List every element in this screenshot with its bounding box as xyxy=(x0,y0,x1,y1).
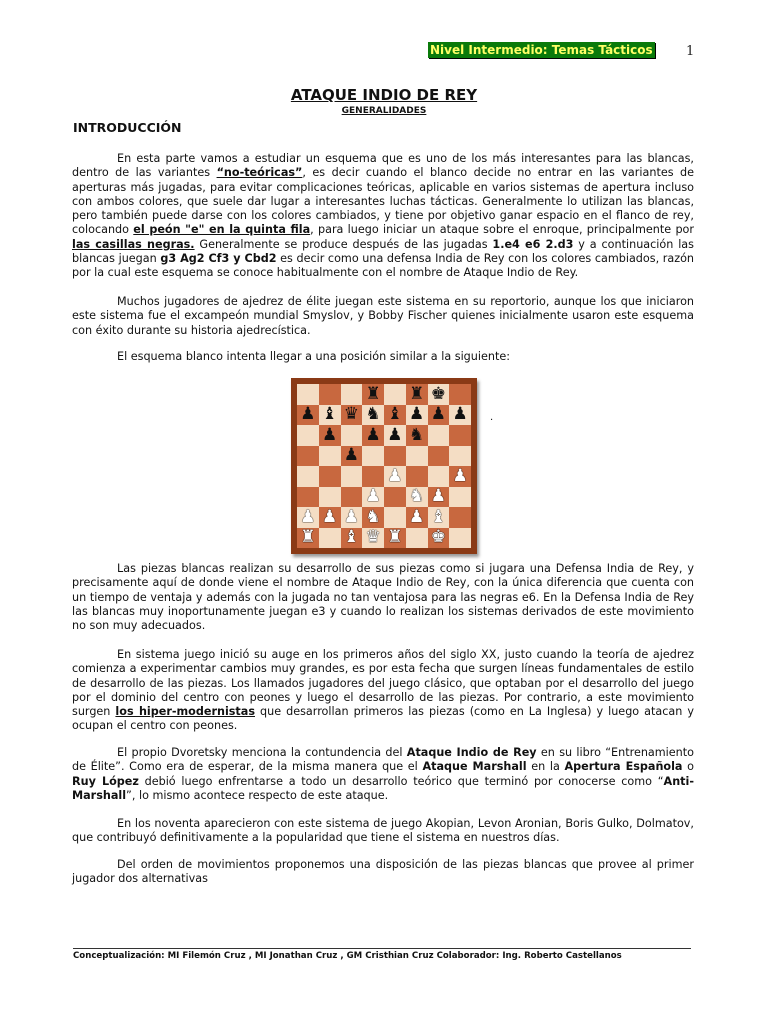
board-square xyxy=(384,487,406,508)
section-heading: INTRODUCCIÓN xyxy=(73,120,182,135)
board-square xyxy=(341,528,363,549)
board-square xyxy=(428,405,450,426)
board-square xyxy=(319,446,341,467)
board-square xyxy=(297,507,319,528)
white-piece-icon: ♟ xyxy=(300,506,316,527)
white-piece-icon: ♟ xyxy=(430,486,446,507)
board-square xyxy=(297,446,319,467)
board-square xyxy=(449,446,471,467)
board-square xyxy=(362,384,384,405)
page-subtitle: GENERALIDADES xyxy=(341,106,427,116)
board-square xyxy=(384,384,406,405)
board-square xyxy=(297,405,319,426)
board-square xyxy=(384,405,406,426)
board-square xyxy=(319,507,341,528)
black-piece-icon: ♟ xyxy=(452,404,468,425)
board-square xyxy=(384,507,406,528)
board-square xyxy=(406,528,428,549)
board-square xyxy=(428,487,450,508)
board-square xyxy=(406,425,428,446)
paragraph-8: Del orden de movimientos proponemos una disposición de las piezas blancas que provee al primer jugador dos alternativas xyxy=(72,858,694,886)
board-square xyxy=(384,466,406,487)
board-square xyxy=(341,425,363,446)
black-piece-icon: ♜ xyxy=(365,383,381,404)
board-square xyxy=(362,487,384,508)
board-square xyxy=(341,507,363,528)
board-square xyxy=(297,487,319,508)
board-square xyxy=(406,405,428,426)
black-piece-icon: ♞ xyxy=(365,404,381,425)
board-square xyxy=(341,446,363,467)
black-piece-icon: ♝ xyxy=(387,404,403,425)
black-piece-icon: ♟ xyxy=(322,424,338,445)
white-piece-icon: ♟ xyxy=(343,506,359,527)
paragraph-5: En sistema juego inició su auge en los primeros años del siglo XX, justo cuando la teoría de ajedrez comienza a experimentar cambios muy grandes, es por esta fecha que surgen líneas fundamentales de estilo de desarrollo de las piezas. Los llamados jugadores del juego clásico, que optaban por el desarrollo del juego por el dominio del centro con peones y luego el desarrollo de las piezas. Por contrario, a este movimiento surgen los hiper-modernistas que desarrollan primeros las piezas (como en La Inglesa) y luego atacan y ocupan el centro con peones. xyxy=(72,648,694,733)
white-piece-icon: ♜ xyxy=(387,527,403,548)
white-piece-icon: ♝ xyxy=(343,527,359,548)
board-square xyxy=(362,405,384,426)
paragraph-7: En los noventa aparecieron con este sistema de juego Akopian, Levon Aronian, Boris Gulko, Dolmatov, que contribuyó definitivamente a la popularidad que tiene el sistema en nuestros días. xyxy=(72,817,694,845)
board-square xyxy=(362,528,384,549)
black-piece-icon: ♜ xyxy=(409,383,425,404)
white-piece-icon: ♜ xyxy=(300,527,316,548)
board-square xyxy=(319,528,341,549)
paragraph-2: Muchos jugadores de ajedrez de élite juegan este sistema en su reportorio, aunque los que iniciaron este sistema fue el excampeón mundial Smyslov, y Bobby Fischer quienes inicialmente usaron este esquema con éxito durante su historia ajedrecística. xyxy=(72,295,694,337)
board-square xyxy=(297,384,319,405)
board-square xyxy=(362,446,384,467)
page-title: ATAQUE INDIO DE REY xyxy=(290,86,478,104)
board-square xyxy=(341,466,363,487)
board-square xyxy=(319,487,341,508)
black-piece-icon: ♟ xyxy=(365,424,381,445)
footer-divider xyxy=(73,948,691,949)
black-piece-icon: ♝ xyxy=(322,404,338,425)
running-header: Nivel Intermedio: Temas Tácticos xyxy=(430,43,653,57)
board-square xyxy=(341,384,363,405)
chess-board xyxy=(297,384,471,548)
board-square xyxy=(449,487,471,508)
white-piece-icon: ♛ xyxy=(365,527,381,548)
board-square xyxy=(362,466,384,487)
board-square xyxy=(362,425,384,446)
board-square xyxy=(319,466,341,487)
board-square xyxy=(449,384,471,405)
chess-diagram xyxy=(291,378,477,554)
white-piece-icon: ♟ xyxy=(387,465,403,486)
white-piece-icon: ♝ xyxy=(430,506,446,527)
board-square xyxy=(449,466,471,487)
black-piece-icon: ♟ xyxy=(409,404,425,425)
board-square xyxy=(362,507,384,528)
board-square xyxy=(297,528,319,549)
board-square xyxy=(449,507,471,528)
white-piece-icon: ♚ xyxy=(430,527,446,548)
page-number: 1 xyxy=(686,44,695,59)
board-square xyxy=(428,528,450,549)
black-piece-icon: ♚ xyxy=(430,383,446,404)
black-piece-icon: ♟ xyxy=(343,445,359,466)
paragraph-4: Las piezas blancas realizan su desarrollo de sus piezas como si jugara una Defensa India de Rey, y precisamente aquí de donde viene el nombre de Ataque Indio de Rey, con la única diferencia que cuenta con un tiempo de ventaja y además con la jugada no tan ventajosa para las negras e6. En la Defensa India de Rey las blancas muy inoportunamente juegan e3 y cuando lo realizan los sistemas derivados de este movimiento no son muy adecuados. xyxy=(72,562,694,633)
paragraph-3: El esquema blanco intenta llegar a una posición similar a la siguiente: xyxy=(117,350,510,363)
black-piece-icon: ♞ xyxy=(409,424,425,445)
board-square xyxy=(319,405,341,426)
board-square xyxy=(428,466,450,487)
board-square xyxy=(341,405,363,426)
board-square xyxy=(384,425,406,446)
board-square xyxy=(428,446,450,467)
board-square xyxy=(297,466,319,487)
board-square xyxy=(428,425,450,446)
board-square xyxy=(406,507,428,528)
board-square xyxy=(319,384,341,405)
board-square xyxy=(428,384,450,405)
board-square xyxy=(449,405,471,426)
board-square xyxy=(319,425,341,446)
board-square xyxy=(406,487,428,508)
white-piece-icon: ♟ xyxy=(452,465,468,486)
paragraph-6: El propio Dvoretsky menciona la contundencia del Ataque Indio de Rey en su libro “Entrenamiento de Élite”. Como era de esperar, de la misma manera que el Ataque Marshall en la Apertura Española o Ruy López debió luego enfrentarse a todo un desarrollo teórico que terminó por conocerse como “Anti-Marshall”, lo mismo acontece respecto de este ataque. xyxy=(72,746,695,802)
white-piece-icon: ♞ xyxy=(365,506,381,527)
board-square xyxy=(297,425,319,446)
black-piece-icon: ♟ xyxy=(300,404,316,425)
board-square xyxy=(406,446,428,467)
black-piece-icon: ♟ xyxy=(387,424,403,445)
white-piece-icon: ♟ xyxy=(365,486,381,507)
white-piece-icon: ♟ xyxy=(322,506,338,527)
board-square xyxy=(428,507,450,528)
board-square xyxy=(406,466,428,487)
board-square xyxy=(449,528,471,549)
white-piece-icon: ♞ xyxy=(409,486,425,507)
board-square xyxy=(406,384,428,405)
board-square xyxy=(384,446,406,467)
board-square xyxy=(341,487,363,508)
black-piece-icon: ♟ xyxy=(430,404,446,425)
white-piece-icon: ♟ xyxy=(409,506,425,527)
black-piece-icon: ♛ xyxy=(343,404,359,425)
paragraph-1: En esta parte vamos a estudiar un esquema que es uno de los más interesantes para las blancas, dentro de las variantes “no-teóricas”, es decir cuando el blanco decide no entrar en las variantes de aperturas más jugadas, para evitar complicaciones teóricas, aplicable en varios sistemas de apertura incluso con ambos colores, que suele dar lugar a interesantes luchas tácticas. Generalmente lo utilizan las blancas, pero también puede darse con los colores cambiados, y tiene por objetivo ganar espacio en el flanco de rey, colocando el peón "e" en la quinta fila, para luego iniciar un ataque sobre el enroque, principalmente por las casillas negras. Generalmente se produce después de las jugadas 1.e4 e6 2.d3 y a continuación las blancas juegan g3 Ag2 Cf3 y Cbd2 es decir como una defensa India de Rey con los colores cambiados, razón por la cual este esquema se conoce habitualmente con el nombre de Ataque Indio de Rey. xyxy=(72,152,695,280)
board-square xyxy=(384,528,406,549)
board-square xyxy=(449,425,471,446)
footer-credits: Conceptualización: MI Filemón Cruz , MI Jonathan Cruz , GM Cristhian Cruz Colaborador: Ing. Roberto Castellanos xyxy=(73,951,622,961)
